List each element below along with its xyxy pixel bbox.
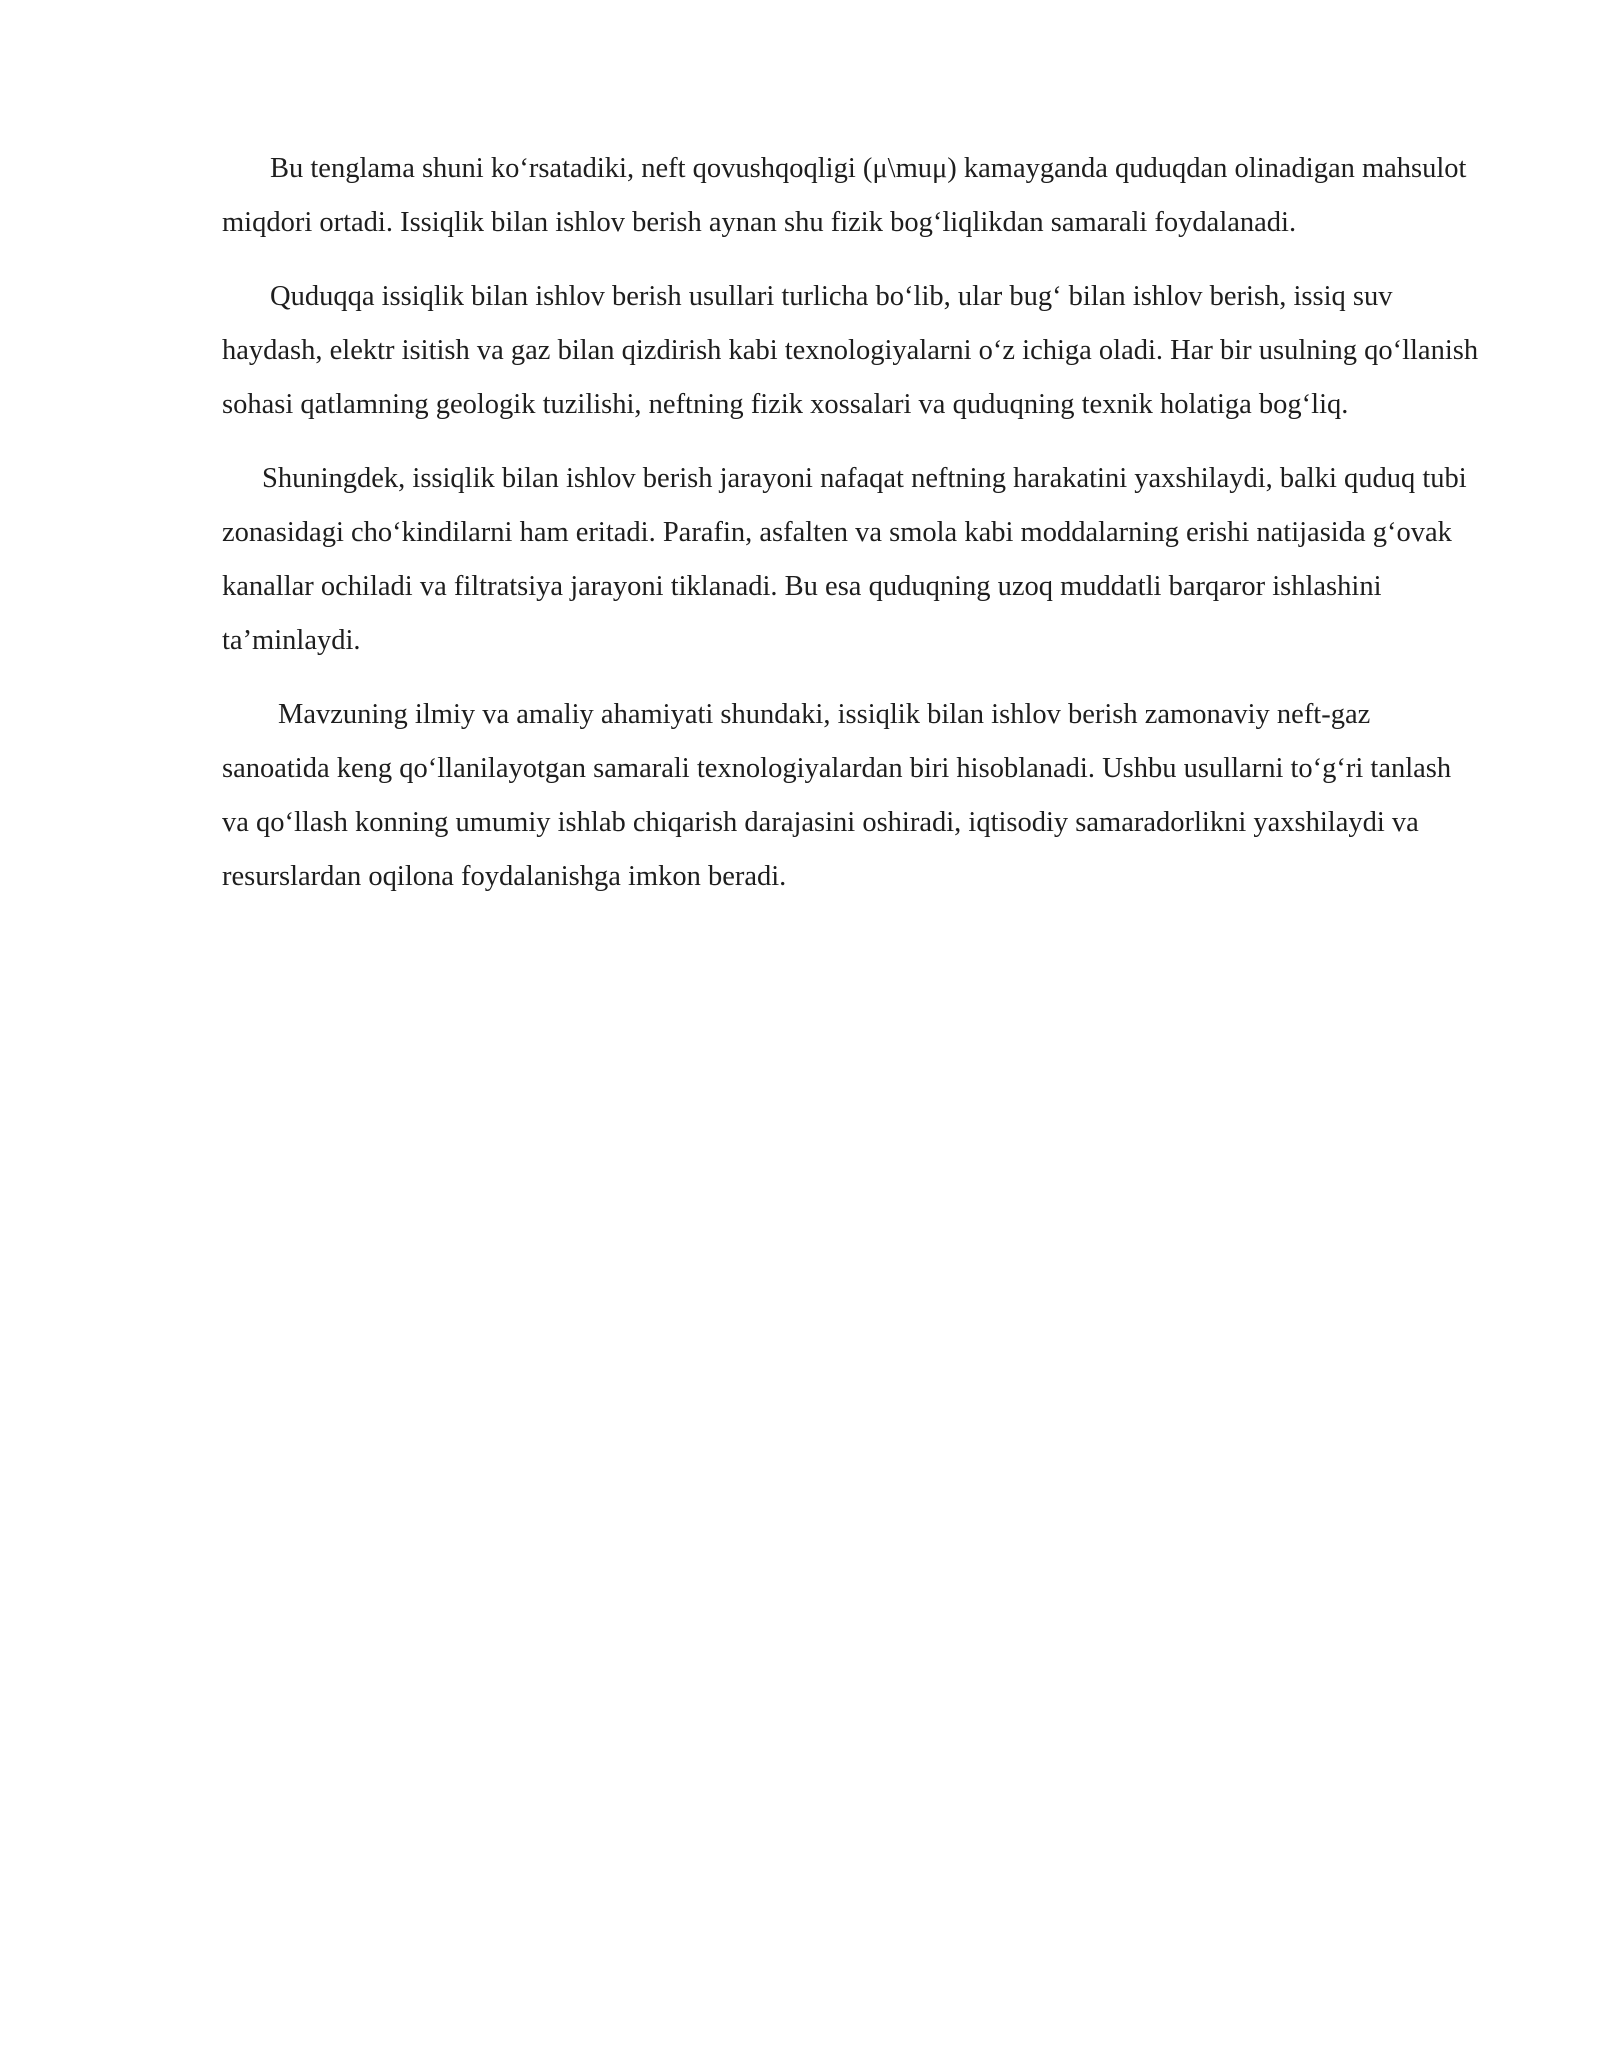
paragraph-2: Quduqqa issiqlik bilan ishlov berish usullari turlicha bo‘lib, ular bug‘ bilan ishlov berish, issiq suv haydash, elektr isitish va gaz bilan qizdirish kabi texnologiyalarni o‘z ichiga oladi. Har bir usulning qo‘llanish sohasi qatlamning geologik tuzilishi, neftning fizik xossalari va quduqning texnik holatiga bog‘liq.: [222, 281, 1479, 420]
paragraph-4: Mavzuning ilmiy va amaliy ahamiyati shundaki, issiqlik bilan ishlov berish zamonaviy neft-gaz sanoatida keng qo‘llanilayotgan samarali texnologiyalardan biri hisoblanadi. Ushbu usullarni to‘g‘ri tanlash va qo‘llash konning umumiy ishlab chiqarish darajasini oshiradi, iqtisodiy samaradorlikni yaxshilaydi va resurslardan oqilona foydalanishga imkon beradi.: [222, 699, 1452, 892]
paragraph-1: Bu tenglama shuni ko‘rsatadiki, neft qovushqoqligi (μ\muμ) kamayganda quduqdan olinadigan mahsulot miqdori ortadi. Issiqlik bilan ishlov berish aynan shu fizik bog‘liqlikdan samarali foydalanadi.: [222, 153, 1467, 238]
paragraph-3: Shuningdek, issiqlik bilan ishlov berish jarayoni nafaqat neftning harakatini yaxshilaydi, balki quduq tubi zonasidagi cho‘kindilarni ham eritadi. Parafin, asfalten va smola kabi moddalarning erishi natijasida g‘ovak kanallar ochiladi va filtratsiya jarayoni tiklanadi. Bu esa quduqning uzoq muddatli barqaror ishlashini ta’minlaydi.: [222, 463, 1467, 656]
document-body: [222, 142, 1484, 924]
